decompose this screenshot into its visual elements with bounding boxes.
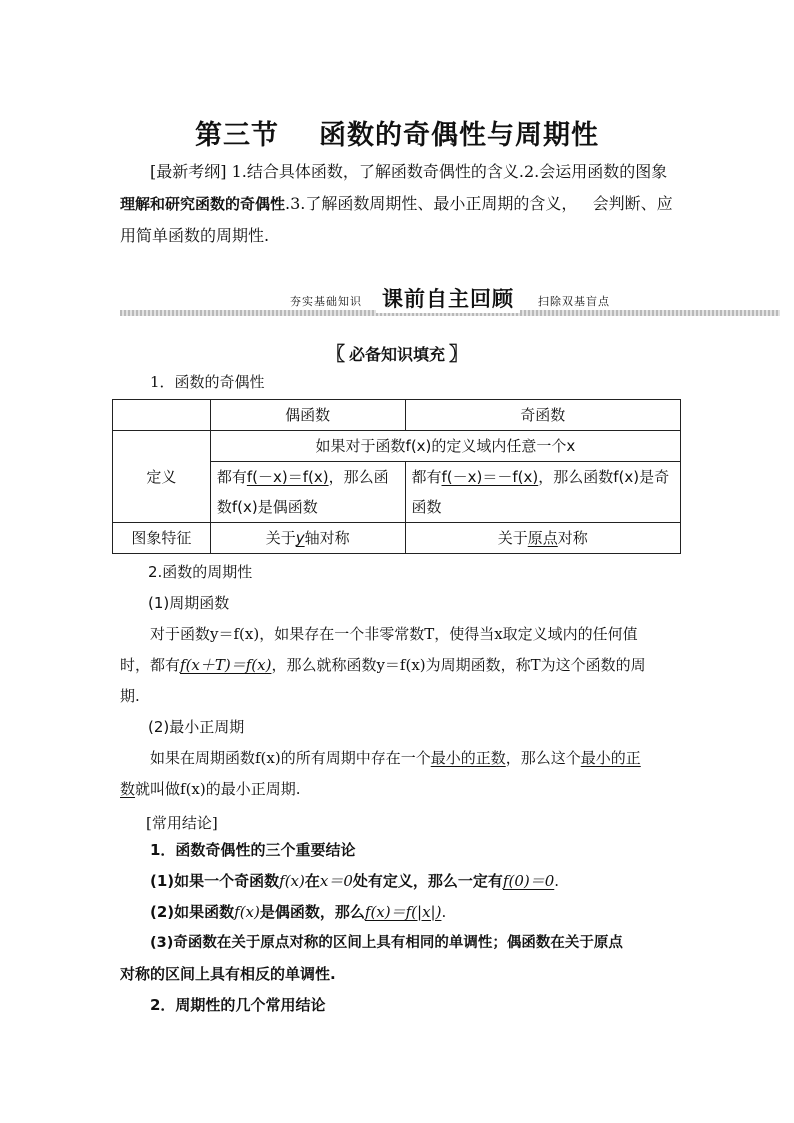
even-definition xyxy=(210,462,405,523)
min-period-prefix: 如果在周期函数f(x)的所有周期中存在一个 xyxy=(150,749,431,767)
periodic-def-line-1: 对于函数y＝f(x)，如果存在一个非零常数T，使得当x取定义域内的任何值 xyxy=(150,625,638,643)
even-def-formula: f(－x)＝f(x) xyxy=(246,468,329,486)
c2-text-d: f(x)＝f(|x|) xyxy=(364,903,442,921)
table-row-definition-common xyxy=(113,431,681,462)
c1-text-d: x＝0 xyxy=(319,872,353,890)
conclusion-heading-2: 2．周期性的几个常用结论 xyxy=(150,996,326,1014)
min-period-line-1 xyxy=(120,743,710,773)
c1-text-f: f(0)＝0 xyxy=(502,872,555,890)
even-def-mid: ，那么函 xyxy=(328,468,389,486)
conclusion-2 xyxy=(120,897,710,927)
outline-bold-text: 理解和研究函数的奇偶性 xyxy=(120,195,286,213)
conclusion-3-line-2: 对称的区间上具有相反的单调性. xyxy=(120,965,336,983)
row-label-graph: 图象特征 xyxy=(113,523,211,554)
c2-text-e: . xyxy=(441,903,447,921)
even-graph-axis: y xyxy=(295,529,305,547)
conclusion-1 xyxy=(120,866,710,896)
outline-line-3: 用简单函数的周期性. xyxy=(120,226,270,245)
table-header-row xyxy=(113,400,681,431)
min-period-mid: ，那么这个 xyxy=(505,749,581,767)
periodic-def-formula: f(x＋T)＝f(x) xyxy=(180,656,272,674)
min-period-line-2 xyxy=(120,774,680,804)
table-row-graph xyxy=(113,523,681,554)
bracket-open: 〖 xyxy=(325,343,345,365)
outline-text-2: .3.了解函数周期性、最小正周期的含义， xyxy=(285,194,578,213)
section-header-text: 必备知识填充 xyxy=(348,345,445,364)
outline-line-1 xyxy=(120,156,678,188)
even-def-prefix: 都有 xyxy=(216,468,247,486)
c1-text-c: 在 xyxy=(304,872,320,890)
conclusion-heading-1: 1．函数奇偶性的三个重要结论 xyxy=(150,841,356,859)
even-graph xyxy=(210,523,405,554)
col-even: 偶函数 xyxy=(210,400,405,431)
title-topic: 函数的奇偶性与周期性 xyxy=(319,120,599,151)
outline-text-2-tail: 会判断、应 xyxy=(592,194,673,213)
table-corner-cell xyxy=(113,400,211,431)
sub-heading-min-period: (2)最小正周期 xyxy=(148,718,245,736)
c1-text-a: (1)如果一个奇函数 xyxy=(150,872,280,890)
min-period-blank-1: 最小的正数 xyxy=(430,749,506,767)
even-graph-prefix: 关于 xyxy=(265,529,296,547)
outline-text-1: 1.结合具体函数，了解函数奇偶性的含义.2.会运用函数的图象 xyxy=(231,162,668,181)
odd-graph-prefix: 关于 xyxy=(497,529,528,547)
heading-periodicity: 2.函数的周期性 xyxy=(148,563,253,581)
outline-tag: [最新考纲] xyxy=(150,162,227,181)
banner-left-text: 夯实基础知识 xyxy=(290,295,362,308)
outline-line-2 xyxy=(120,188,678,220)
banner-right-text: 扫除双基盲点 xyxy=(538,295,610,308)
odd-graph xyxy=(405,523,681,554)
min-period-blank-2: 最小的正 xyxy=(580,749,641,767)
odd-graph-origin: 原点 xyxy=(527,529,558,547)
outline-paragraph xyxy=(120,156,678,252)
sub-heading-periodic-function: (1)周期函数 xyxy=(148,594,230,612)
heading-parity xyxy=(120,367,710,397)
odd-def-formula: f(－x)＝－f(x) xyxy=(441,468,539,486)
title-section-number: 第三节 xyxy=(195,120,279,151)
section-banner xyxy=(120,283,780,323)
min-period-blank-2-end: 数 xyxy=(120,780,136,798)
bracket-close: 〗 xyxy=(449,343,469,365)
heading-parity-text: 1．函数的奇偶性 xyxy=(150,373,265,391)
odd-graph-suffix: 对称 xyxy=(557,529,588,547)
c2-text-c: 是偶函数，那么 xyxy=(259,903,365,921)
col-odd: 奇函数 xyxy=(405,400,681,431)
min-period-suffix: 就叫做f(x)的最小正周期. xyxy=(135,780,301,798)
c1-text-b: f(x) xyxy=(279,872,305,890)
c1-text-g: . xyxy=(554,872,560,890)
parity-table xyxy=(112,399,681,554)
common-definition: 如果对于函数f(x)的定义域内任意一个x xyxy=(210,431,680,462)
odd-def-prefix: 都有 xyxy=(411,468,442,486)
c2-text-b: f(x) xyxy=(234,903,260,921)
banner-title: 课前自主回顾 xyxy=(376,283,520,313)
c2-text-a: (2)如果函数 xyxy=(150,903,235,921)
periodic-def-line-3: 期. xyxy=(120,687,140,705)
page-title xyxy=(0,113,794,152)
odd-def-mid: ，那么函数f(x)是奇 xyxy=(538,468,670,486)
periodic-def-line-2 xyxy=(120,650,680,680)
even-def-suffix: 数f(x)是偶函数 xyxy=(216,498,318,516)
odd-def-suffix: 函数 xyxy=(411,498,442,516)
periodic-def-prefix: 时，都有 xyxy=(120,656,181,674)
even-graph-suffix: 轴对称 xyxy=(304,529,350,547)
row-label-definition: 定义 xyxy=(113,431,211,523)
conclusions-tag: [常用结论] xyxy=(146,814,218,832)
conclusion-3-line-1: (3)奇函数在关于原点对称的区间上具有相同的单调性；偶函数在关于原点 xyxy=(150,935,623,951)
odd-definition xyxy=(405,462,681,523)
periodic-def-suffix: ，那么就称函数y＝f(x)为周期函数，称T为这个函数的周 xyxy=(271,656,646,674)
section-header xyxy=(0,339,794,366)
c1-text-e: 处有定义，那么一定有 xyxy=(352,872,503,890)
